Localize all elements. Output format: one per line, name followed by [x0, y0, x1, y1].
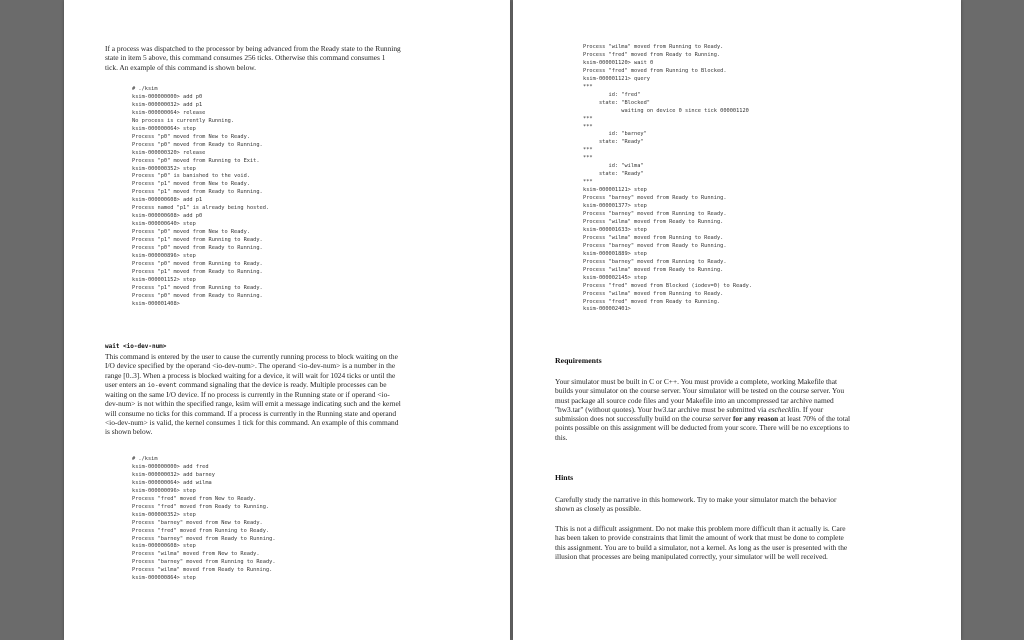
code-line: ksim-000000608> add p1 — [132, 197, 203, 204]
paragraph-line: waiting on the same I/O device. If no process is currently in the Running state or if operand <io- — [105, 390, 390, 400]
code-line: ksim-000002401> — [583, 306, 631, 313]
paragraph-line: "hw3.tar" (without quotes). Your hw3.tar archive must be submitted via eschecklin. If your — [555, 404, 824, 414]
code-line: Process "p0" moved from New to Ready. — [132, 229, 250, 236]
code-line: ksim-000001152> step — [132, 276, 196, 283]
code-line: ksim-000002145> step — [583, 274, 647, 281]
code-line: Process "fred" moved from Ready to Running. — [583, 298, 721, 305]
code-line: ksim-000001377> step — [583, 203, 647, 210]
code-line: Process "fred" moved from Running to Blocked. — [583, 67, 727, 74]
paragraph-line: range [0..3]. When a process is blocked waiting for a device, it will wait for 1024 ticks or until the — [105, 370, 396, 380]
code-line: Process "p0" moved from Running to Ready. — [132, 260, 263, 267]
code-line: Process "fred" moved from Ready to Running. — [583, 51, 721, 58]
code-line: Process "barney" moved from Ready to Running. — [583, 242, 727, 249]
code-line: Process "fred" moved from Ready to Running. — [132, 503, 270, 510]
code-line: Process "wilma" moved from New to Ready. — [132, 551, 260, 558]
code-line: ksim-000000352> step — [132, 511, 196, 518]
code-line: Process "p1" moved from Ready to Running. — [132, 268, 263, 275]
code-line: ksim-000001633> step — [583, 226, 647, 233]
paragraph-line: is shown below. — [105, 427, 153, 437]
paragraph-line: this assignment. You are to build a simulator, not a kernel. As long as the user is presented with the — [555, 542, 848, 552]
code-line: Process "p0" is banished to the void. — [132, 173, 250, 180]
code-line: ksim-000000640> step — [132, 221, 196, 228]
hints-heading: Hints — [555, 473, 574, 482]
code-line: # ./ksim — [132, 86, 158, 92]
code-line: Process "p0" moved from Ready to Running. — [132, 141, 263, 148]
code-line: Process "p1" moved from Running to Ready. — [132, 284, 263, 291]
wait-command-heading: wait <io-dev-num> — [105, 343, 167, 350]
code-line: ksim-000000896> step — [132, 253, 196, 260]
code-line: *** — [583, 83, 593, 90]
code-line: id: "barney" — [583, 131, 647, 138]
paragraph-line: tick. An example of this command is shown below. — [105, 62, 257, 72]
code-line: Process "fred" moved from Blocked (iodev=0) to Ready. — [583, 282, 753, 289]
code-line: Process "wilma" moved from Running to Ready. — [583, 234, 724, 241]
paragraph-line: user enters an io-event command signaling that the device is ready. Multiple processes can be — [105, 379, 387, 389]
code-line: Process "barney" moved from New to Ready. — [132, 519, 263, 526]
code-line: *** — [583, 147, 593, 154]
code-line: Process "wilma" moved from Ready to Running. — [583, 218, 724, 225]
code-line: ksim-000000000> add p0 — [132, 93, 203, 100]
example-code-block-2 — [132, 456, 276, 583]
code-line: Process "wilma" moved from Ready to Running. — [132, 567, 273, 574]
paragraph-line: points possible on this assignment will be deducted from your score. There will be no exceptions to — [555, 423, 849, 433]
code-line: Process "barney" moved from Running to Ready. — [583, 258, 727, 265]
document-page-left — [64, 0, 510, 640]
code-line: ksim-000001120> wait 0 — [583, 59, 654, 66]
code-line: id: "fred" — [583, 91, 641, 98]
code-line: Process "barney" moved from Ready to Running. — [132, 535, 276, 542]
code-line: Process "p0" moved from Ready to Running. — [132, 292, 263, 299]
code-line: ksim-000001889> step — [583, 250, 647, 257]
code-line: ksim-000000608> step — [132, 543, 196, 550]
code-line: Process "wilma" moved from Ready to Running. — [583, 266, 724, 273]
code-line: Process "fred" moved from Running to Ready. — [132, 527, 270, 534]
code-line: *** — [583, 123, 593, 130]
code-line: Process "p1" moved from New to Ready. — [132, 181, 250, 188]
paragraph-line: must package all source code files and your Makefile into an uncompressed tar archive named — [555, 395, 834, 405]
paragraph-line: builds your simulator on the course server. Your simulator will be tested on the course server. You — [555, 386, 845, 396]
code-line: Process named "p1" is already being hosted. — [132, 205, 270, 212]
code-line: ksim-000000032> add p1 — [132, 101, 203, 108]
code-line: Process "p0" moved from Ready to Running. — [132, 245, 263, 252]
paragraph-line: I/O device specified by the operand <io-dev-num>. The operand <io-dev-num> is a number in the — [105, 361, 396, 371]
code-line: ksim-000000064> release — [132, 109, 206, 116]
paragraph-line: this. — [555, 432, 568, 442]
code-line: ksim-000001121> query — [583, 75, 650, 82]
code-line: Process "wilma" moved from Running to Ready. — [583, 44, 724, 50]
paragraph-line: dev-num> is not within the specified range, ksim will emit a message indicating such and the kernel — [105, 399, 401, 409]
paragraph-line: This command is entered by the user to cause the currently running process to block waiting on the — [105, 352, 398, 361]
paragraph-line: will consume no ticks for this command. If a process is currently in the Running state and operand — [105, 408, 397, 418]
code-line: waiting on device 0 since tick 000001120 — [583, 107, 749, 114]
intro-paragraph — [105, 44, 401, 72]
hints-paragraph-1 — [555, 495, 836, 514]
code-line: *** — [583, 179, 593, 186]
code-line: ksim-000000064> add wilma — [132, 479, 212, 486]
code-line: ksim-000000608> add p0 — [132, 213, 203, 220]
paragraph-line: state in item 5 above, this command consumes 256 ticks. Otherwise this command consumes 1 — [105, 53, 386, 63]
code-line: ksim-000000320> release — [132, 149, 206, 156]
requirements-paragraph — [555, 377, 850, 442]
paragraph-line: shown as closely as possible. — [555, 504, 642, 514]
code-line: ksim-000000064> step — [132, 125, 196, 132]
example-code-block-1 — [132, 86, 269, 309]
code-line: Process "barney" moved from Running to Ready. — [583, 211, 727, 218]
code-line: Process "p0" moved from Running to Exit. — [132, 157, 260, 164]
code-line: ksim-000001121> step — [583, 187, 647, 194]
code-line: id: "wilma" — [583, 163, 644, 170]
paragraph-line: submission does not successfully build on the course server for any reason at least 70% of the total — [555, 414, 851, 424]
code-line: ksim-000000864> step — [132, 575, 196, 582]
code-line: # ./ksim — [132, 456, 158, 462]
code-line: ksim-000001408> — [132, 300, 180, 307]
code-line: Process "p1" moved from Ready to Running. — [132, 189, 263, 196]
hints-paragraph-2 — [555, 524, 847, 561]
code-line: *** — [583, 115, 593, 122]
document-page-right — [513, 0, 961, 640]
code-line: Process "barney" moved from Running to Ready. — [132, 559, 276, 566]
code-line: No process is currently Running. — [132, 117, 235, 124]
code-line: ksim-000000000> add fred — [132, 463, 209, 470]
code-line: Process "fred" moved from New to Ready. — [132, 495, 257, 502]
paragraph-line: If a process was dispatched to the processor by being advanced from the Ready state to the Running — [105, 44, 401, 53]
code-line: Process "wilma" moved from Running to Ready. — [583, 290, 724, 297]
code-line: Process "p1" moved from Running to Ready. — [132, 237, 263, 244]
code-line: ksim-000000352> step — [132, 165, 196, 172]
code-line: state: "Ready" — [583, 139, 644, 146]
paragraph-line: <io-dev-num> is valid, the kernel consumes 1 tick for this command. An example of this command — [105, 418, 399, 428]
wait-description-paragraph — [105, 352, 401, 437]
code-line: Process "barney" moved from Ready to Running. — [583, 195, 727, 202]
code-line: state: "Ready" — [583, 171, 644, 178]
requirements-heading: Requirements — [555, 356, 602, 365]
paragraph-line: has been taken to provide constraints that limit the amount of work that must be done to complete — [555, 533, 844, 543]
paragraph-line: This is not a difficult assignment. Do not make this problem more difficult than it actually is. Care — [555, 524, 846, 533]
code-line: ksim-000000032> add barney — [132, 471, 215, 478]
code-line: state: "Blocked" — [583, 99, 650, 106]
paragraph-line: Your simulator must be built in C or C++. You must provide a complete, working Makefile that — [555, 377, 838, 386]
code-line: ksim-000000096> step — [132, 487, 196, 494]
example-code-block-continued — [583, 44, 752, 314]
paragraph-line: Carefully study the narrative in this homework. Try to make your simulator match the behavior — [555, 495, 837, 504]
paragraph-line: illusion that processes are being manipulated correctly, your simulator will be well received. — [555, 551, 828, 561]
code-line: Process "p0" moved from New to Ready. — [132, 133, 250, 140]
code-line: *** — [583, 155, 593, 162]
